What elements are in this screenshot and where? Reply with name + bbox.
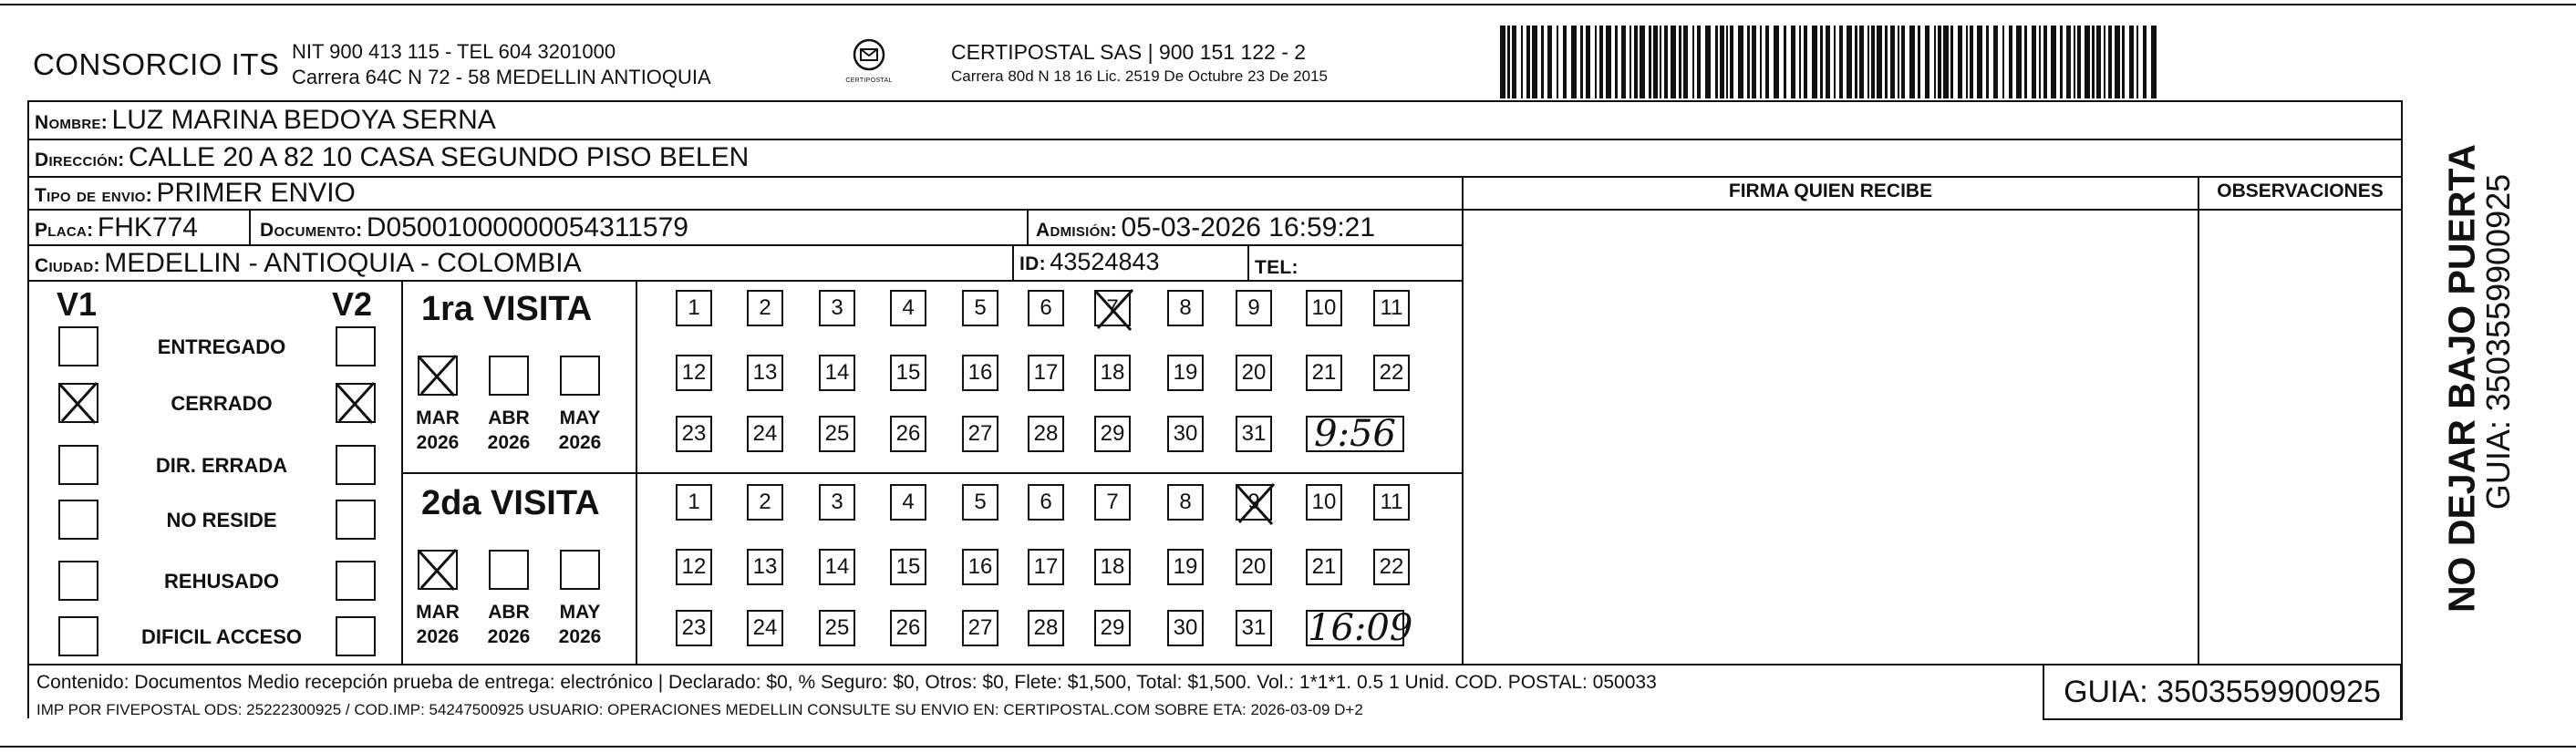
- barcode-bar: [2122, 26, 2125, 98]
- send-type: PRIMER ENVIO: [156, 178, 356, 208]
- barcode-bar: [2002, 26, 2004, 98]
- barcode-bar: [1571, 26, 1577, 98]
- barcode-bar: [2085, 26, 2090, 98]
- footer-print-info: IMP POR FIVEPOSTAL ODS: 25222300925 / COD.IMP: 54247500925 USUARIO: OPERACIONES MEDELLIN CONSULTE SU ENVIO EN: CERTIPOSTAL.COM SOBRE ETA: 2026-03-09 D+2: [36, 701, 1363, 718]
- row-line-3: [27, 209, 2403, 211]
- admission-divider: [1027, 209, 1029, 245]
- barcode-bar: [1993, 26, 1998, 98]
- day-box[interactable]: 14: [819, 549, 855, 585]
- month-year: 2026: [416, 432, 460, 453]
- month-name: MAY: [559, 407, 601, 428]
- envelope-icon: [851, 36, 887, 73]
- id-row: [1019, 248, 1160, 276]
- day-box[interactable]: 20: [1236, 549, 1272, 585]
- barcode-bar: [2092, 26, 2095, 98]
- signature-header: FIRMA QUIEN RECIBE: [1728, 181, 1933, 201]
- barcode-bar: [1909, 26, 1915, 98]
- guia-number: GUIA: 3503559900925: [2043, 664, 2402, 720]
- day-box[interactable]: 8: [1167, 290, 1204, 326]
- month-label: [548, 406, 612, 455]
- barcode-bar: [1726, 26, 1728, 98]
- document: D05001000000054311579: [366, 212, 688, 242]
- barcode-bar: [1532, 26, 1537, 98]
- barcode-bar: [2043, 26, 2047, 98]
- barcode-bar: [2032, 26, 2036, 98]
- barcode-bar: [2096, 26, 2101, 98]
- barcode-bar: [2051, 26, 2056, 98]
- day-box[interactable]: 1: [676, 290, 712, 326]
- day-box[interactable]: 9: [1236, 290, 1272, 326]
- side-guia: GUIA: 3503559900925: [2479, 173, 2517, 511]
- check-mark-icon: [412, 350, 463, 401]
- barcode-bar: [1752, 26, 1756, 98]
- day-box[interactable]: 21: [1306, 549, 1342, 585]
- barcode-bar: [1760, 26, 1762, 98]
- send-type-row: [35, 178, 356, 209]
- certipostal-info: CERTIPOSTAL SAS | 900 151 122 - 2: [951, 40, 1307, 64]
- barcode: [1500, 26, 2157, 98]
- day-box[interactable]: 25: [819, 610, 855, 646]
- day-box[interactable]: 22: [1373, 355, 1410, 391]
- barcode-bar: [1521, 26, 1523, 98]
- plate-divider: [249, 209, 251, 245]
- check-mark-icon: [1230, 479, 1281, 530]
- day-box[interactable]: 16: [962, 355, 998, 391]
- name-row: [35, 105, 496, 136]
- barcode-bar: [2136, 26, 2138, 98]
- month-label: [477, 600, 541, 649]
- day-box[interactable]: 16: [962, 549, 998, 585]
- barcode-bar: [1738, 26, 1743, 98]
- barcode-bar: [1649, 26, 1651, 98]
- day-box[interactable]: 29: [1094, 416, 1131, 452]
- barcode-bar: [1683, 26, 1688, 98]
- month-name: MAR: [416, 602, 460, 623]
- day-box[interactable]: 23: [676, 416, 712, 452]
- v1-checkbox[interactable]: [58, 616, 98, 656]
- day-box[interactable]: 19: [1167, 549, 1204, 585]
- side-notice: NO DEJAR BAJO PUERTA: [2440, 143, 2483, 614]
- bottom-rule: [0, 746, 2576, 748]
- tel-label: TEL:: [1255, 257, 1298, 278]
- month-year: 2026: [558, 432, 602, 453]
- v1-checkbox[interactable]: [58, 383, 98, 423]
- day-box[interactable]: 28: [1028, 610, 1064, 646]
- barcode-bar: [1934, 26, 1936, 98]
- check-mark-icon: [412, 544, 463, 595]
- v2-checkbox[interactable]: [336, 561, 376, 601]
- barcode-bar: [1557, 26, 1558, 98]
- barcode-bar: [2129, 26, 2134, 98]
- day-box[interactable]: 11: [1373, 290, 1410, 326]
- barcode-bar: [2060, 26, 2063, 98]
- month-label: [406, 406, 470, 455]
- day-box[interactable]: 25: [819, 416, 855, 452]
- barcode-bar: [1890, 26, 1895, 98]
- day-box[interactable]: 12: [676, 355, 712, 391]
- day-box[interactable]: 27: [962, 610, 998, 646]
- day-box[interactable]: 24: [747, 416, 783, 452]
- barcode-bar: [1526, 26, 1530, 98]
- barcode-bar: [1671, 26, 1676, 98]
- day-box[interactable]: 7: [1094, 290, 1131, 326]
- barcode-bar: [1986, 26, 1989, 98]
- day-box[interactable]: 11: [1373, 484, 1410, 521]
- form-left: [27, 100, 29, 718]
- check-mark-icon: [1089, 284, 1140, 335]
- day-box[interactable]: 18: [1094, 549, 1131, 585]
- barcode-bar: [1629, 26, 1631, 98]
- barcode-bar: [1925, 26, 1929, 98]
- day-box[interactable]: 5: [962, 484, 998, 521]
- barcode-bar: [1791, 26, 1795, 98]
- admission-label: Admisión:: [1036, 220, 1118, 241]
- day-box[interactable]: 4: [890, 290, 926, 326]
- day-box[interactable]: 9: [1236, 484, 1272, 521]
- day-box[interactable]: 26: [890, 610, 926, 646]
- day-box[interactable]: 14: [819, 355, 855, 391]
- company-nit-tel: NIT 900 413 115 - TEL 604 3201000: [292, 40, 616, 63]
- barcode-bar: [1918, 26, 1920, 98]
- barcode-bar: [2066, 26, 2071, 98]
- v2-header: V2: [332, 285, 373, 323]
- v1-checkbox[interactable]: [58, 445, 98, 485]
- barcode-bar: [1885, 26, 1888, 98]
- day-box[interactable]: 6: [1028, 484, 1064, 521]
- month-label: [406, 600, 470, 649]
- v2-checkbox[interactable]: [336, 445, 376, 485]
- day-box[interactable]: 12: [676, 549, 712, 585]
- month-checkbox[interactable]: [560, 356, 600, 396]
- visit-divider: [401, 472, 1464, 474]
- barcode-bar: [2009, 26, 2012, 98]
- barcode-bar: [2108, 26, 2112, 98]
- visit-title: 2da VISITA: [421, 484, 600, 522]
- barcode-bar: [2115, 26, 2120, 98]
- barcode-bar: [1507, 26, 1510, 98]
- day-box[interactable]: 28: [1028, 416, 1064, 452]
- observations-header: OBSERVACIONES: [2217, 181, 2384, 201]
- day-box[interactable]: 30: [1167, 610, 1204, 646]
- check-mark-icon: [53, 377, 104, 428]
- day-box[interactable]: 17: [1028, 549, 1064, 585]
- month-name: MAR: [416, 407, 460, 428]
- barcode-bar: [1799, 26, 1801, 98]
- barcode-bar: [1943, 26, 1949, 98]
- barcode-bar: [1820, 26, 1823, 98]
- v2-checkbox[interactable]: [336, 500, 376, 540]
- barcode-bar: [1747, 26, 1750, 98]
- v1-checkbox[interactable]: [58, 326, 98, 366]
- form-top: [27, 100, 2403, 102]
- address-label: Dirección:: [35, 150, 125, 170]
- barcode-bar: [1765, 26, 1769, 98]
- plate: FHK774: [97, 212, 198, 242]
- day-box[interactable]: 6: [1028, 290, 1064, 326]
- month-name: ABR: [488, 602, 530, 623]
- barcode-bar: [1839, 26, 1843, 98]
- barcode-bar: [1970, 26, 1973, 98]
- month-checkbox[interactable]: [418, 550, 458, 590]
- barcode-bar: [1966, 26, 1968, 98]
- v1-header: V1: [57, 285, 98, 323]
- day-box[interactable]: 18: [1094, 355, 1131, 391]
- barcode-bar: [1847, 26, 1852, 98]
- status-label: DIFICIL ACCESO: [140, 625, 302, 648]
- v2-checkbox[interactable]: [336, 383, 376, 423]
- day-box[interactable]: 23: [676, 610, 712, 646]
- plate-label: Placa:: [35, 220, 94, 241]
- barcode-bar: [1784, 26, 1786, 98]
- status-label: CERRADO: [171, 392, 273, 415]
- city: MEDELLIN - ANTIOQUIA - COLOMBIA: [104, 248, 582, 278]
- day-box[interactable]: 17: [1028, 355, 1064, 391]
- barcode-bar: [1563, 26, 1567, 98]
- form-right: [2401, 100, 2403, 720]
- month-checkbox[interactable]: [489, 356, 529, 396]
- barcode-bar: [1595, 26, 1597, 98]
- day-box[interactable]: 10: [1306, 290, 1342, 326]
- city-label: Ciudad:: [35, 255, 100, 276]
- footer-content: Contenido: Documentos Medio recepción prueba de entrega: electrónico | Declarado: $0, % Seguro: $0, Otros: $0, Flete: $1,500, Total: $1,500. Vol.: 1*1*1. 0.5 1 Unid. COD. POSTAL: 050033: [36, 672, 1657, 693]
- visit-time[interactable]: 9:56: [1306, 416, 1404, 452]
- status-label: ENTREGADO: [157, 335, 286, 358]
- day-box[interactable]: 29: [1094, 610, 1131, 646]
- visit-time[interactable]: 16:09: [1308, 607, 1413, 649]
- day-box[interactable]: 10: [1306, 484, 1342, 521]
- barcode-bar: [1541, 26, 1544, 98]
- day-box[interactable]: 31: [1236, 416, 1272, 452]
- v2-checkbox[interactable]: [336, 326, 376, 366]
- day-box[interactable]: 22: [1373, 549, 1410, 585]
- plate-row: [35, 212, 198, 243]
- day-box[interactable]: 19: [1167, 355, 1204, 391]
- barcode-bar: [2104, 26, 2105, 98]
- status-label: NO RESIDE: [166, 509, 277, 531]
- barcode-bar: [1958, 26, 1962, 98]
- send-type-label: Tipo de envio:: [35, 185, 153, 206]
- barcode-bar: [1859, 26, 1864, 98]
- day-box[interactable]: 30: [1167, 416, 1204, 452]
- v2-checkbox[interactable]: [336, 616, 376, 656]
- barcode-bar: [1804, 26, 1807, 98]
- barcode-bar: [1586, 26, 1590, 98]
- barcode-bar: [1877, 26, 1882, 98]
- barcode-bar: [1715, 26, 1718, 98]
- month-checkbox[interactable]: [489, 550, 529, 590]
- barcode-bar: [1653, 26, 1658, 98]
- barcode-bar: [1826, 26, 1830, 98]
- barcode-bar: [1660, 26, 1661, 98]
- barcode-bar: [1950, 26, 1953, 98]
- company-address: Carrera 64C N 72 - 58 MEDELLIN ANTIOQUIA: [292, 66, 711, 88]
- status-label: DIR. ERRADA: [155, 454, 288, 477]
- day-box[interactable]: 21: [1306, 355, 1342, 391]
- v1-checkbox[interactable]: [58, 561, 98, 601]
- certipostal-logo: CERTIPOSTAL: [837, 36, 901, 93]
- month-name: ABR: [488, 407, 530, 428]
- barcode-bar: [2143, 26, 2147, 98]
- signature-col-right: [2198, 176, 2199, 665]
- barcode-bar: [1679, 26, 1681, 98]
- tel-row: [1255, 250, 1298, 281]
- barcode-bar: [2039, 26, 2041, 98]
- day-box[interactable]: 20: [1236, 355, 1272, 391]
- top-rule: [0, 4, 2576, 5]
- barcode-bar: [1697, 26, 1701, 98]
- status-label: REHUSADO: [164, 570, 279, 593]
- tel-divider: [1247, 244, 1249, 281]
- recipient-address: CALLE 20 A 82 10 CASA SEGUNDO PISO BELEN: [128, 142, 750, 172]
- signature-col-left: [1462, 176, 1464, 665]
- day-box[interactable]: 2: [747, 484, 783, 521]
- recipient-name: LUZ MARINA BEDOYA SERNA: [111, 105, 496, 135]
- barcode-bar: [1901, 26, 1905, 98]
- day-box[interactable]: 13: [747, 355, 783, 391]
- barcode-bar: [1615, 26, 1618, 98]
- month-year: 2026: [487, 626, 531, 647]
- month-year: 2026: [558, 626, 602, 647]
- v1-checkbox[interactable]: [58, 500, 98, 540]
- address-row: [35, 142, 749, 173]
- day-box[interactable]: 5: [962, 290, 998, 326]
- check-mark-icon: [330, 377, 381, 428]
- day-box[interactable]: 24: [747, 610, 783, 646]
- barcode-bar: [1634, 26, 1638, 98]
- barcode-bar: [1621, 26, 1626, 98]
- day-box[interactable]: 3: [819, 484, 855, 521]
- day-box[interactable]: 13: [747, 549, 783, 585]
- visit-title: 1ra VISITA: [421, 290, 593, 328]
- id-number: 43524843: [1050, 248, 1160, 275]
- day-box[interactable]: 8: [1167, 484, 1204, 521]
- barcode-bar: [1730, 26, 1733, 98]
- day-box[interactable]: 7: [1094, 484, 1131, 521]
- month-checkbox[interactable]: [560, 550, 600, 590]
- barcode-bar: [1705, 26, 1711, 98]
- barcode-bar: [1692, 26, 1694, 98]
- barcode-bar: [2077, 26, 2081, 98]
- id-divider: [1012, 244, 1014, 281]
- barcode-bar: [2074, 26, 2075, 98]
- document-row: [260, 212, 688, 243]
- barcode-bar: [1547, 26, 1552, 98]
- admission: 05-03-2026 16:59:21: [1121, 212, 1376, 242]
- day-box[interactable]: 3: [819, 290, 855, 326]
- barcode-bar: [1664, 26, 1668, 98]
- barcode-bar: [1640, 26, 1645, 98]
- day-box[interactable]: 1: [676, 484, 712, 521]
- admission-row: [1036, 212, 1375, 243]
- certipostal-address: Carrera 80d N 18 16 Lic. 2519 De Octubre 23 De 2015: [951, 67, 1328, 85]
- barcode-bar: [1774, 26, 1779, 98]
- barcode-bar: [1606, 26, 1611, 98]
- day-box[interactable]: 4: [890, 484, 926, 521]
- day-box[interactable]: 15: [890, 355, 926, 391]
- name-label: Nombre:: [35, 112, 109, 133]
- barcode-bar: [1867, 26, 1869, 98]
- barcode-bar: [1580, 26, 1583, 98]
- barcode-bar: [1938, 26, 1941, 98]
- barcode-bar: [1720, 26, 1724, 98]
- barcode-bar: [1512, 26, 1516, 98]
- barcode-bar: [2016, 26, 2022, 98]
- month-year: 2026: [416, 626, 460, 647]
- day-box[interactable]: 31: [1236, 610, 1272, 646]
- city-row: [35, 248, 582, 279]
- document-label: Documento:: [260, 220, 363, 241]
- barcode-bar: [1871, 26, 1875, 98]
- barcode-bar: [1599, 26, 1603, 98]
- id-label: ID:: [1019, 253, 1046, 274]
- barcode-bar: [1855, 26, 1857, 98]
- month-year: 2026: [487, 432, 531, 453]
- day-box[interactable]: 15: [890, 549, 926, 585]
- month-label: [477, 406, 541, 455]
- month-label: [548, 600, 612, 649]
- day-box[interactable]: 27: [962, 416, 998, 452]
- row-line-2: [27, 176, 2403, 178]
- month-checkbox[interactable]: [418, 356, 458, 396]
- row-line-1: [27, 139, 2403, 140]
- company-name: CONSORCIO ITS: [33, 47, 280, 81]
- day-box[interactable]: 2: [747, 290, 783, 326]
- barcode-bar: [1977, 26, 1982, 98]
- day-box[interactable]: 26: [890, 416, 926, 452]
- barcode-bar: [1898, 26, 1899, 98]
- barcode-bar: [2024, 26, 2027, 98]
- barcode-bar: [1812, 26, 1817, 98]
- barcode-bar: [2151, 26, 2157, 98]
- month-name: MAY: [559, 602, 601, 623]
- barcode-bar: [1500, 26, 1505, 98]
- barcode-bar: [1834, 26, 1836, 98]
